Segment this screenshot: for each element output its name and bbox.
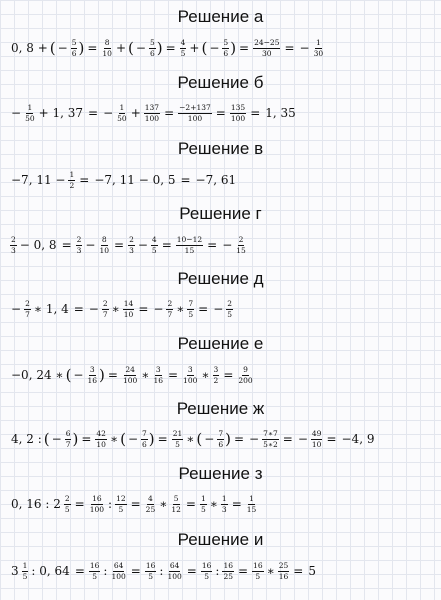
solution-heading: Решение в [177,139,264,158]
fraction-denominator: 6 [71,48,77,58]
fraction-numerator: 1 [27,103,33,112]
equals-sign: = [87,41,98,56]
solution-heading: Решение и [177,530,264,549]
parenthesis: ( [43,429,50,448]
fraction [152,366,164,385]
expression-term: −0, 24 ∗ [11,368,64,383]
fraction-numerator: 5 [149,38,155,47]
solution-heading: Решение б [177,73,264,92]
equals-sign: = [326,432,337,447]
equals-sign: = [215,106,226,121]
fraction-denominator: 5 [22,571,28,581]
expression-term: ∗ [111,302,120,317]
solution-equation [9,300,437,319]
expression-term: − [249,432,260,447]
fraction [166,562,182,581]
fraction [187,300,194,319]
fraction [102,300,109,319]
fraction-numerator: 1 [200,494,206,503]
equals-sign: = [74,497,85,512]
fraction-denominator: 7 [25,309,30,319]
expression-term: ∗ [266,564,275,579]
fraction [145,562,157,581]
expression-term: − [51,432,62,447]
fraction-denominator: 100 [89,504,105,514]
expression-term: − [204,432,215,447]
fraction [116,104,128,123]
parenthesis: ) [72,429,79,448]
fraction-numerator: 1 [22,561,28,570]
fraction [64,495,71,514]
expression-term: 4, 2 : [11,432,42,447]
fraction [10,236,17,255]
fraction-denominator: 5 [151,245,157,255]
fraction [24,300,31,319]
fraction-denominator: 6 [218,439,224,449]
solution-equation [9,495,437,514]
equals-sign: = [198,302,209,317]
fraction-denominator: 100 [183,375,198,385]
fraction-numerator: 135 [230,103,246,112]
fraction [86,366,98,385]
equals-sign: = [180,173,191,188]
fraction-numerator: 14 [123,299,134,308]
fraction-numerator: 5 [71,38,77,47]
expression-term: −4, 9 [341,432,375,447]
expression-term: − [209,41,220,56]
fraction [24,104,36,123]
expression-term: − [299,41,310,56]
expression-term: − [88,302,99,317]
fraction-numerator: 2 [102,299,108,308]
fraction [170,495,182,514]
fraction-denominator: 7 [65,439,71,449]
fraction-denominator: 5 [92,571,98,581]
fraction [76,236,83,255]
expression-term: − [153,302,164,317]
equals-sign: = [61,238,72,253]
parenthesis: ( [49,38,56,57]
expression-term: − [127,432,139,447]
solution-equation [9,430,437,449]
fraction [89,562,101,581]
equals-sign: = [157,432,168,447]
solution-equation [9,236,437,255]
fraction [235,236,247,255]
fraction-denominator: 25 [223,571,233,581]
expression-term: : [108,497,113,512]
expression-term: : 0, 64 [31,564,70,579]
solution-heading: Решение г [179,204,262,223]
fraction-denominator: 100 [144,113,160,123]
fraction [222,39,229,58]
equals-sign: = [293,564,304,579]
equals-sign: = [207,238,218,253]
parenthesis: ) [148,429,155,448]
fraction-numerator: 16 [92,494,102,503]
fraction [180,39,187,58]
fraction [128,236,135,255]
equals-sign: = [165,41,176,56]
equals-sign: = [130,497,141,512]
expression-term: ∗ 1, 4 [33,302,69,317]
equals-sign: = [231,497,242,512]
fraction-numerator: 49 [311,429,322,438]
expression-term: ∗ [141,368,150,383]
fraction-denominator: 100 [111,571,126,581]
fraction-denominator: 2 [69,180,75,190]
fraction-denominator: 100 [167,571,182,581]
equals-sign: = [161,238,172,253]
fraction [123,300,135,319]
fraction-denominator: 16 [153,375,163,385]
fraction-numerator: 4 [148,494,153,503]
expression-term: −7, 11 − 0, 5 [94,173,176,188]
fraction-numerator: 64 [169,561,180,570]
fraction-denominator: 12 [171,504,181,514]
fraction-denominator: 5 [175,439,180,449]
expression-term: − [222,238,233,253]
fraction-numerator: 2 [238,235,244,244]
equals-sign: = [284,41,295,56]
fraction-denominator: 5∗2 [263,439,278,449]
fraction-denominator: 5 [180,48,186,58]
fraction-denominator: 50 [117,113,127,123]
fraction [222,562,234,581]
parenthesis: ( [120,429,126,448]
fraction [226,300,233,319]
fraction [217,430,224,449]
fraction-numerator: 5 [223,38,229,47]
fraction [262,430,279,449]
expression-term: − [137,238,148,253]
solution-equation [9,104,437,123]
equals-sign: = [223,368,234,383]
fraction [311,430,323,449]
expression-term: ∗ [186,432,195,447]
solution-heading: Решение а [177,7,264,26]
fraction-numerator: 7∗7 [263,429,278,438]
fraction-denominator: 5 [148,571,154,581]
fraction [149,39,156,58]
fraction-denominator: 15 [236,245,246,255]
fraction-numerator: 16 [253,561,263,570]
expression-term: − [297,432,308,447]
fraction [98,236,110,255]
solution-equation [9,171,437,190]
fraction-numerator: 10−12 [176,235,203,244]
fraction-denominator: 3 [76,245,82,255]
expression-term: ∗ [209,497,218,512]
fraction-numerator: 1 [221,494,227,503]
fraction [22,562,29,581]
equals-sign: = [73,302,84,317]
fraction-numerator: 16 [145,561,156,570]
fraction-denominator: 2 [213,375,219,385]
expression-term: : [103,564,108,579]
equals-sign: = [282,432,293,447]
fraction [71,39,78,58]
expression-term: 0, 8 + [11,41,48,56]
fraction [221,495,228,514]
fraction [252,562,264,581]
fraction-numerator: 3 [89,365,95,374]
parenthesis: ) [99,365,105,384]
fraction-denominator: 7 [167,309,173,319]
fraction [166,300,173,319]
expression-term: ∗ [176,302,185,317]
fraction-numerator: −2+137 [179,103,211,112]
expression-term: : [159,564,164,579]
equals-sign: = [74,564,85,579]
expression-term: ∗ [109,432,119,447]
equals-sign: = [130,564,141,579]
expression-term: + [130,106,141,121]
parenthesis: ) [225,429,231,448]
fraction-numerator: 2 [11,235,16,244]
fraction-numerator: 2 [25,299,30,308]
fraction-denominator: 10 [311,439,322,449]
fraction [65,430,72,449]
fraction [151,236,158,255]
fraction-denominator: 3 [11,245,16,255]
fraction-denominator: 5 [64,504,70,514]
fraction [253,39,280,58]
expression-term: + 1, 37 [38,106,84,121]
fraction-numerator: 2 [167,299,173,308]
fraction-numerator: 9 [243,365,248,374]
equals-sign: = [186,564,197,579]
fraction-denominator: 30 [262,48,272,58]
expression-term: − [135,41,146,56]
expression-term: ∗ [201,368,210,383]
fraction-numerator: 3 [155,365,161,374]
fraction-numerator: 1 [69,170,75,179]
expression-term: −7, 61 [195,173,237,188]
fraction [172,430,184,449]
fraction-numerator: 16 [201,561,212,570]
fraction-numerator: 25 [278,561,289,570]
fraction [122,366,138,385]
fraction [141,430,148,449]
fraction [89,495,105,514]
fraction-denominator: 5 [118,504,124,514]
fraction-denominator: 6 [142,439,147,449]
fraction-denominator: 16 [87,375,98,385]
expression-term: − [57,41,68,56]
equals-sign: = [233,432,245,447]
expression-term: : [215,564,220,579]
fraction [110,562,126,581]
expression-term: − [73,368,84,383]
expression-term: − [11,106,22,121]
expression-term: 3 [11,564,19,579]
fraction-numerator: 137 [144,103,160,112]
equals-sign: = [239,41,250,56]
fraction-denominator: 3 [221,504,227,514]
fraction-numerator: 8 [101,235,107,244]
fraction-numerator: 4 [151,235,157,244]
fraction [246,495,258,514]
solution-heading: Решение ж [176,399,265,418]
fraction [178,104,212,123]
fraction-denominator: 6 [149,48,155,58]
fraction-numerator: 24 [125,365,135,374]
parenthesis: ) [230,38,237,57]
fraction-numerator: 16 [223,561,233,570]
fraction-numerator: 1 [249,494,254,503]
fraction-numerator: 7 [188,299,194,308]
fraction-numerator: 1 [119,103,125,112]
equals-sign: = [114,238,125,253]
expression-term: − [11,302,22,317]
solution-equation [9,562,437,581]
fraction-denominator: 6 [223,48,229,58]
parenthesis: ( [128,38,134,57]
fraction [200,495,207,514]
fraction-denominator: 5 [227,309,233,319]
expression-term: −7, 11 − [11,173,66,188]
equals-sign: = [81,432,92,447]
fraction-denominator: 15 [246,504,257,514]
fraction-denominator: 30 [313,48,324,58]
fraction-denominator: 200 [238,375,253,385]
parenthesis: ( [65,365,72,384]
fraction-denominator: 16 [278,571,289,581]
fraction [313,39,325,58]
parenthesis: ) [78,38,85,57]
fraction-numerator: 42 [96,429,106,438]
equals-sign: = [250,106,261,121]
fraction-numerator: 5 [173,494,179,503]
fraction-numerator: 21 [172,429,183,438]
equals-sign: = [138,302,149,317]
fraction-denominator: 15 [184,245,195,255]
fraction-numerator: 4 [180,38,186,47]
fraction-numerator: 3 [187,365,193,374]
solution-equation [9,366,437,385]
fraction-denominator: 100 [230,113,246,123]
fraction-numerator: 2 [76,235,82,244]
fraction [68,171,75,190]
expression-term: − 0, 8 [19,238,57,253]
fraction-denominator: 100 [187,113,203,123]
equals-sign: = [185,497,196,512]
fraction-denominator: 5 [200,504,206,514]
fraction-denominator: 10 [123,309,134,319]
expression-term: − [85,238,96,253]
fraction-numerator: 64 [113,561,124,570]
fraction-numerator: 7 [218,429,224,438]
expression-term: 0, 16 : 2 [11,497,61,512]
fraction-numerator: 12 [116,494,126,503]
fraction [237,366,253,385]
expression-term: + [115,41,127,56]
fraction-denominator: 5 [204,571,209,581]
fraction [213,366,220,385]
fraction-denominator: 7 [102,309,108,319]
fraction [176,236,203,255]
fraction-numerator: 2 [227,299,233,308]
equals-sign: = [167,368,179,383]
parenthesis: ) [156,38,163,57]
expression-term: ∗ [159,497,168,512]
equals-sign: = [79,173,90,188]
fraction-numerator: 2 [129,235,134,244]
expression-term: − [103,106,114,121]
fraction-numerator: 6 [65,429,71,438]
solution-heading: Решение д [177,269,264,288]
fraction-numerator: 1 [315,38,321,47]
solution-heading: Решение е [177,334,264,353]
fraction [230,104,246,123]
fraction-denominator: 5 [188,309,194,319]
parenthesis: ( [196,429,203,448]
fraction [144,104,160,123]
fraction-numerator: 16 [89,561,100,570]
solution-heading: Решение з [178,464,263,483]
expression-term: 5 [308,564,316,579]
equals-sign: = [107,368,118,383]
parenthesis: ( [201,38,208,57]
equals-sign: = [164,106,175,121]
expression-term: 1, 35 [265,106,296,121]
fraction [145,495,157,514]
fraction-numerator: 24−25 [254,38,280,47]
fraction [278,562,290,581]
fraction-numerator: 2 [64,494,70,503]
fraction-numerator: 8 [104,38,110,47]
equals-sign: = [237,564,249,579]
fraction-denominator: 100 [122,375,138,385]
solution-equation [9,39,437,58]
fraction-numerator: 3 [213,365,219,374]
fraction [101,39,113,58]
expression-term: − [213,302,224,317]
fraction-denominator: 25 [145,504,156,514]
fraction-denominator: 50 [25,113,35,123]
fraction [95,430,107,449]
fraction-denominator: 3 [129,245,134,255]
fraction [201,562,213,581]
equals-sign: = [88,106,99,121]
expression-term: + [189,41,200,56]
fraction [182,366,198,385]
fraction-numerator: 7 [142,429,147,438]
fraction-denominator: 5 [255,571,261,581]
fraction-denominator: 10 [96,439,106,449]
fraction-denominator: 10 [102,48,112,58]
fraction [115,495,127,514]
fraction-denominator: 10 [99,245,110,255]
